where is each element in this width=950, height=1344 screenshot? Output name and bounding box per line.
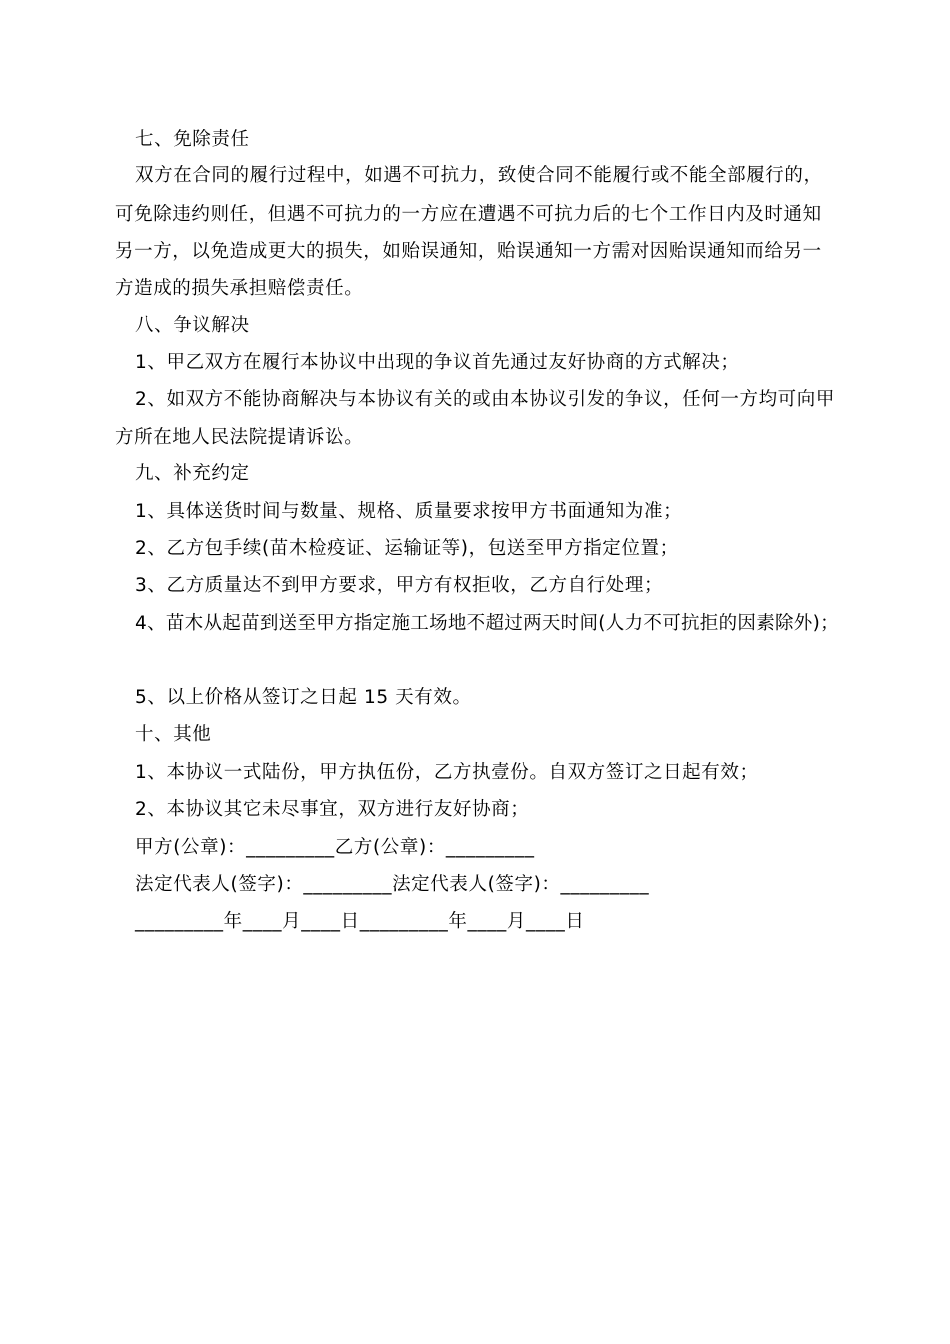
- representative-signature-line: 法定代表人(签字)：_________法定代表人(签字)：_________: [135, 874, 650, 895]
- paragraph-line: 可免除违约则任，但遇不可抗力的一方应在遭遇不可抗力后的七个工作日内及时通知: [115, 204, 822, 225]
- paragraph-line: 另一方，以免造成更大的损失，如贻误通知，贻误通知一方需对因贻误通知而给另一: [115, 241, 822, 262]
- section-heading-10: 十、其他: [135, 724, 212, 745]
- list-item: 4、苗木从起苗到送至甲方指定施工场地不超过两天时间(人力不可抗拒的因素除外)；: [135, 613, 839, 634]
- paragraph-line: 方造成的损失承担赔偿责任。: [115, 278, 364, 299]
- list-item: 1、具体送货时间与数量、规格、质量要求按甲方书面通知为准；: [135, 501, 683, 522]
- list-item: 5、以上价格从签订之日起 15 天有效。: [135, 687, 472, 708]
- list-item: 2、如双方不能协商解决与本协议有关的或由本协议引发的争议，任何一方均可向甲: [135, 389, 835, 410]
- date-signature-line: _________年____月____日_________年____月____日: [135, 911, 585, 932]
- list-item: 2、乙方包手续(苗木检疫证、运输证等)，包送至甲方指定位置；: [135, 538, 679, 559]
- section-heading-8: 八、争议解决: [135, 315, 250, 336]
- seal-signature-line: 甲方(公章)：_________乙方(公章)：_________: [135, 837, 535, 858]
- list-item: 2、本协议其它未尽事宜，双方进行友好协商；: [135, 799, 530, 820]
- section-heading-7: 七、免除责任: [135, 129, 250, 150]
- list-item: 3、乙方质量达不到甲方要求，甲方有权拒收，乙方自行处理；: [135, 575, 664, 596]
- list-item: 1、本协议一式陆份，甲方执伍份，乙方执壹份。自双方签订之日起有效；: [135, 762, 759, 783]
- paragraph-line: 双方在合同的履行过程中，如遇不可抗力，致使合同不能履行或不能全部履行的，: [135, 165, 823, 186]
- list-item: 1、甲乙双方在履行本协议中出现的争议首先通过友好协商的方式解决；: [135, 352, 740, 373]
- section-heading-9: 九、补充约定: [135, 463, 250, 484]
- paragraph-line: 方所在地人民法院提请诉讼。: [115, 427, 364, 448]
